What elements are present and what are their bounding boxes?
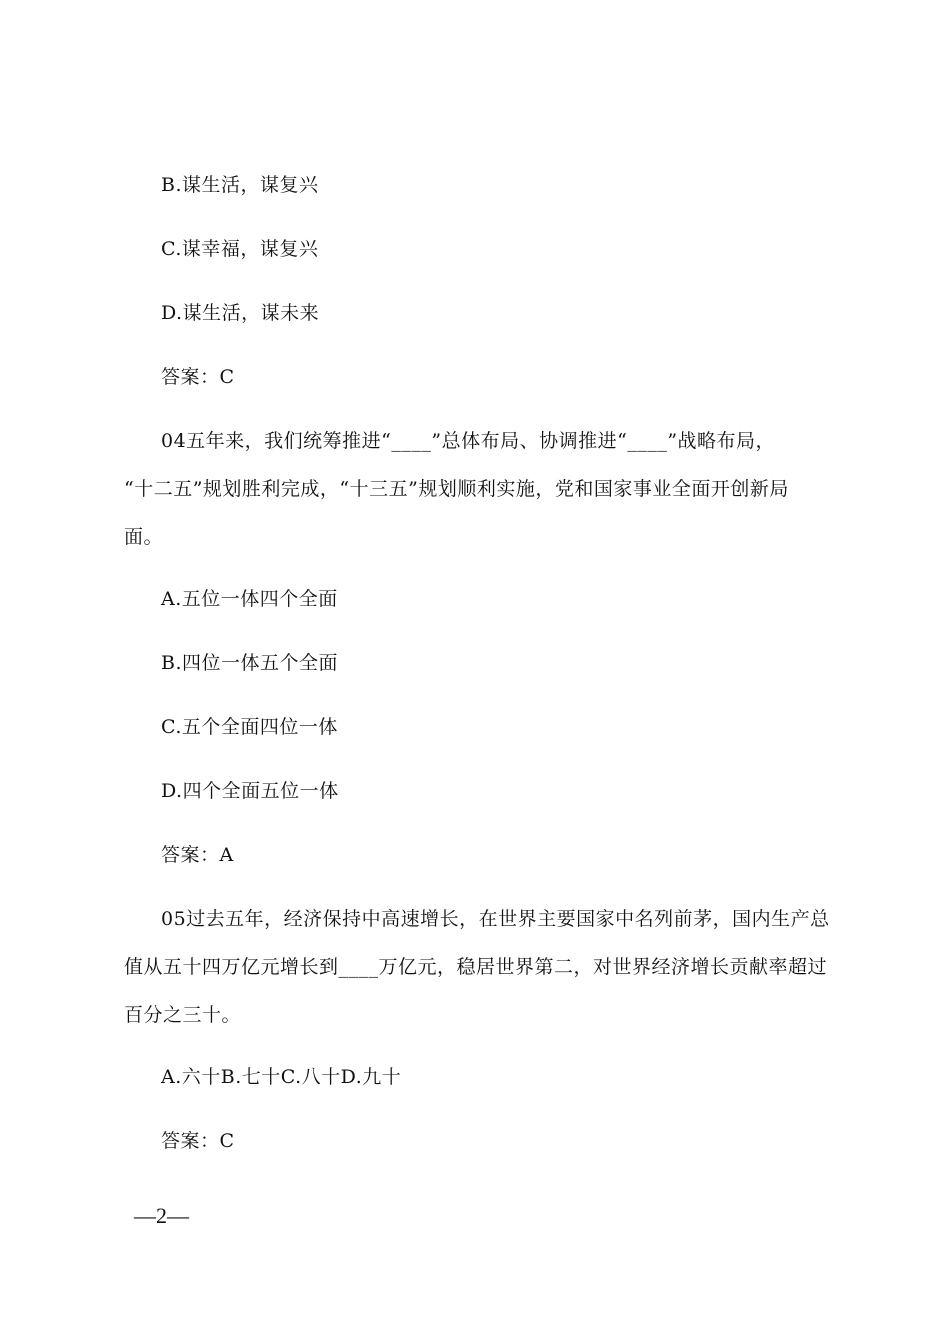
option-b: B.谋生活，谋复兴 xyxy=(161,174,319,196)
answer: 答案：C xyxy=(161,1130,235,1152)
option-b: B.四位一体五个全面 xyxy=(161,652,339,674)
question-stem: 面。 xyxy=(124,526,164,548)
question-stem: 值从五十四万亿元增长到____万亿元，稳居世界第二，对世界经济增长贡献率超过 xyxy=(124,956,828,978)
option-c: C.谋幸福，谋复兴 xyxy=(161,238,319,260)
option-d: D.四个全面五位一体 xyxy=(161,780,339,802)
options-inline: A.六十B.七十C.八十D.九十 xyxy=(161,1066,402,1088)
option-d: D.谋生活，谋未来 xyxy=(161,302,320,324)
question-stem: “十二五”规划胜利完成，“十三五”规划顺利实施，党和国家事业全面开创新局 xyxy=(124,478,789,500)
page-number: —2— xyxy=(134,1203,189,1228)
option-c: C.五个全面四位一体 xyxy=(161,716,338,738)
answer: 答案：A xyxy=(161,844,234,866)
question-stem: 百分之三十。 xyxy=(124,1004,242,1026)
option-a: A.五位一体四个全面 xyxy=(161,588,338,610)
question-stem: 04五年来，我们统筹推进“____”总体布局、协调推进“____”战略布局， xyxy=(161,430,776,452)
answer: 答案：C xyxy=(161,366,235,388)
question-stem: 05过去五年，经济保持中高速增长，在世界主要国家中名列前茅，国内生产总 xyxy=(161,908,830,930)
